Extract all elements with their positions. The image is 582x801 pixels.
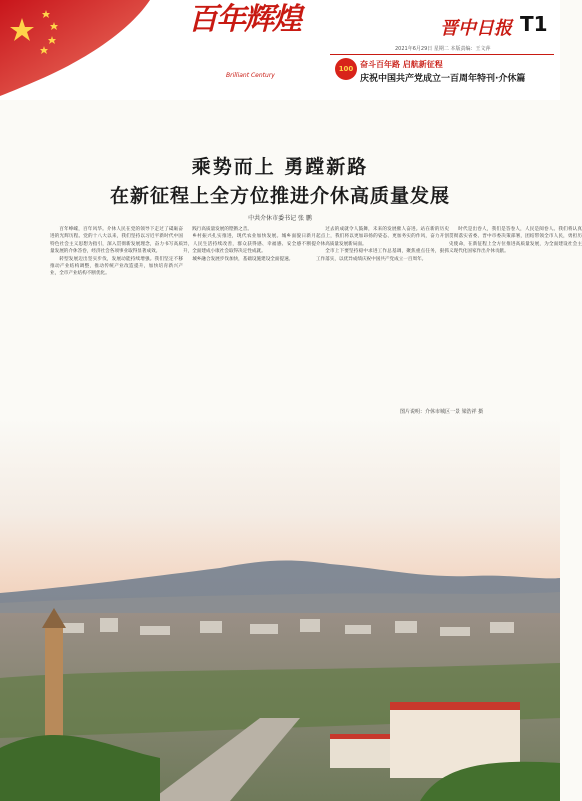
centennial-logo-english: Brilliant Century	[226, 72, 275, 79]
issue-date-line: 2021年6月29日 星期二 本版责编：王文萍	[395, 46, 491, 52]
headline-line-1: 乘势而上 勇蹚新路	[191, 156, 369, 178]
byline: 中共介休市委书记 张 鹏	[248, 215, 312, 222]
masthead-divider	[330, 54, 554, 55]
city-aerial-photo	[0, 418, 560, 801]
article-column-2	[183, 226, 316, 396]
paragraph: 转型发展迈出坚实步伐，发展动能持续增强。我们坚定不移推动产业结构调整，推动传统产业改造提升，加快培育新兴产业，全市产业结构不断优化。	[50, 256, 183, 277]
masthead	[0, 0, 560, 100]
paragraph: 践行高质量发展的铿锵之音。	[192, 227, 252, 232]
article-column-4	[449, 226, 582, 396]
photo-caption: 图片说明：介休市城区一景 梁浩祥 摄	[400, 409, 484, 415]
centennial-logo: 百年辉煌	[188, 2, 300, 37]
paragraph: 全市上下要坚持稳中求进工作总基调，聚焦重点任务，狠抓工作落实，以优异成绩庆祝中国共产党成立一百周年。	[316, 249, 449, 262]
article-column-3	[316, 226, 449, 396]
slogan: 奋斗百年路 启航新征程	[360, 60, 443, 69]
paragraph: 城乡融合发展步伐加快，基础设施建设全面提速。	[192, 256, 294, 262]
paragraph: 时代是出卷人，我们是答卷人，人民是阅卷人。我们将认真贯彻落实省委、晋中市委决策部署，团结带领全市人民，勇担历史使命，在新征程上全方位推进高质量发展，为全面建设社会主义现代化国家作出介休贡献。	[449, 227, 582, 255]
party-centennial-badge-icon: 100	[335, 58, 357, 80]
paragraph: 乡村振兴扎实推进，现代农业加快发展。城乡面貌日新月异，人民生活持续改善，群众获得感、幸福感、安全感不断提升，全面建成小康社会取得决定性成就。	[183, 234, 316, 255]
paragraph: 百年峥嵘，百年风华。介休人民在党的领导下走过了砥砺奋进的光辉历程。党的十八大以来，我们坚持以习近平新时代中国特色社会主义思想为指引，深入贯彻新发展理念，奋力书写高质量发展的介休答卷，经济社会各项事业取得显著成效。	[50, 227, 183, 255]
headline-line-2: 在新征程上全方位推进介休高质量发展	[109, 185, 450, 207]
red-flag-decoration	[0, 0, 195, 100]
page-number: T1	[520, 12, 548, 36]
article-column-1	[50, 226, 183, 384]
newspaper-name: 晋中日报	[440, 18, 512, 39]
special-issue-title: 庆祝中国共产党成立一百周年特刊·介休篇	[360, 74, 526, 84]
paragraph: 过去的成就令人鼓舞，未来的发展催人奋进。站在新的历史起点上，我们将以更加昂扬的姿态、更加务实的作风，奋力开创介休高质量发展新局面。	[316, 227, 449, 247]
